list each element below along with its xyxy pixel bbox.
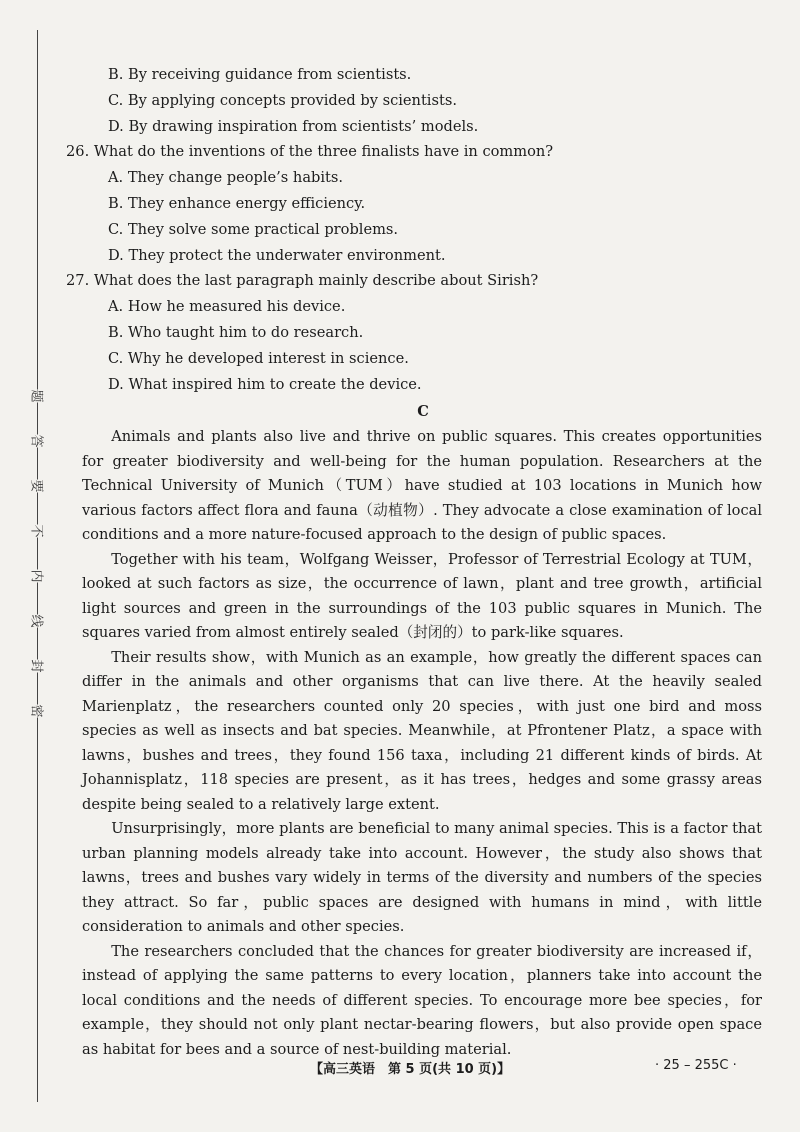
option-line: A. They change people’s habits. [108,169,344,187]
seal-char: 密 [28,704,44,718]
seal-char: 不 [28,524,44,538]
seal-char: 封 [28,659,44,673]
passage-paragraph: Their results show，with Munich as an example，how greatly the different spaces can differ in the animals and other organisms that can live there. At the heavily sealed Marienplatz，the researchers counted only 20 species，with just one bird and moss species as well as insects and bat species. Meanwhile，at Pfrontener Platz，a space with lawns，bushes and trees，they found 156 taxa，including 21 different kinds of birds. At Johannisplatz，118 species are present，as it has trees，hedges and some grassy areas despite being sealed to a relatively large extent. [82,648,762,813]
option-line: D. By drawing inspiration from scientists’ models. [108,117,479,135]
seal-char: 要 [28,479,44,493]
section-heading: C [417,403,429,421]
page-number-label: 【高三英语 第 5 页(共 10 页)】 [310,1062,511,1077]
passage-paragraph: Unsurprisingly，more plants are beneficial to many animal species. This is a factor that urban planning models already take into account. However，the study also shows that lawns，trees and bushes vary widely in terms of the diversity and numbers of the species they attract. So far，public spaces are designed with humans in mind，with little consideration to animals and other species. [82,820,762,936]
page-content [66,62,762,1062]
option-line: B. Who taught him to do research. [108,323,364,341]
question-25-remaining-options [86,62,760,139]
option-line: A. How he measured his device. [108,298,346,316]
passage-paragraph: The researchers concluded that the chances for greater biodiversity are increased if，instead of applying the same patterns to every location，planners take into account the local conditions and the needs of different species. To encourage more bee species，for example，they should not only plant nectar-bearing flowers，but also provide open space as habitat for bees and a source of nest-building material. [82,942,762,1058]
option-line: D. What inspired him to create the device. [108,375,422,393]
option-line: C. By applying concepts provided by scientists. [108,91,457,109]
question-stem: 27. What does the last paragraph mainly describe about Sirish? [66,272,539,290]
option-line: B. They enhance energy efficiency. [108,194,366,212]
passage-paragraph: Together with his team，Wolfgang Weisser，Professor of Terrestrial Ecology at TUM，looked at such factors as size，the occurrence of lawn，plant and tree growth，artificial light sources and green in the surroundings of the 103 public squares in Munich. The squares varied from almost entirely sealed（封闭的）to park-like squares. [82,550,762,642]
question-26 [66,139,760,268]
seal-char: 内 [28,569,44,583]
passage-paragraph: Animals and plants also live and thrive on public squares. This creates opportunities for greater biodiversity and well-being for the human population. Researchers at the Technical University of Munich（TUM）have studied at 103 locations in Munich how various factors affect flora and fauna（动植物）. They advocate a close examination of local conditions and a more nature-focused approach to the design of public spaces. [82,428,762,544]
binding-seal-text [22,388,50,719]
option-line: D. They protect the underwater environment. [108,246,446,264]
reading-passage [82,425,762,1062]
seal-char: 答 [28,434,44,448]
seal-char: 线 [28,614,44,628]
option-line: B. By receiving guidance from scientists. [108,66,412,83]
option-line: C. Why he developed interest in science. [108,349,409,367]
option-line: C. They solve some practical problems. [108,220,399,238]
exam-code: · 25 – 255C · [655,1058,737,1073]
question-27 [66,268,760,397]
question-stem: 26. What do the inventions of the three finalists have in common? [66,143,554,161]
seal-char: 题 [28,389,44,403]
